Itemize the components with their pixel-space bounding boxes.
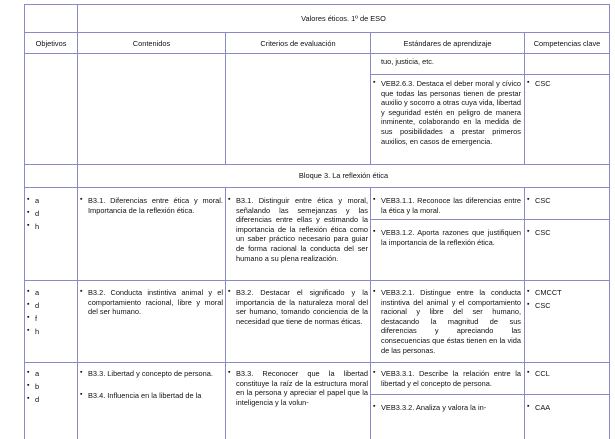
- bullet-icon: ▪: [373, 228, 376, 235]
- bullet-icon: ▪: [527, 79, 530, 86]
- objetivo: d: [35, 395, 40, 404]
- bullet-icon: ▪: [80, 369, 83, 376]
- bullet-icon: ▪: [228, 288, 231, 295]
- bullet-icon: ▪: [27, 327, 30, 334]
- objetivo: a: [35, 288, 40, 297]
- bullet-icon: ▪: [27, 209, 30, 216]
- objetivo: a: [35, 196, 40, 205]
- bullet-icon: ▪: [228, 196, 231, 203]
- bullet-icon: ▪: [27, 369, 30, 376]
- bullet-icon: ▪: [527, 196, 530, 203]
- table-title: Valores éticos. 1º de ESO: [301, 14, 386, 23]
- bullet-icon: ▪: [373, 369, 376, 376]
- bullet-icon: ▪: [527, 228, 530, 235]
- header-estandares: Estándares de aprendizaje: [403, 39, 492, 48]
- estandar-text: VEB3.1.1. Reconoce las diferencias entre la ética y la moral.: [381, 196, 521, 215]
- competencia-text: CSC: [535, 301, 551, 310]
- bullet-icon: ▪: [228, 369, 231, 376]
- bullet-icon: ▪: [527, 403, 530, 410]
- bullet-icon: ▪: [27, 196, 30, 203]
- bullet-icon: ▪: [27, 301, 30, 308]
- objetivo: b: [35, 382, 40, 391]
- bullet-icon: ▪: [373, 196, 376, 203]
- header-criterios: Criterios de evaluación: [260, 39, 336, 48]
- bullet-icon: ▪: [80, 288, 83, 295]
- bullet-icon: ▪: [27, 395, 30, 402]
- contenido-text: B3.4. Influencia en la libertad de la: [88, 391, 202, 400]
- criterio-text: B3.3. Reconocer que la libertad constituye la raíz de la estructura moral en la persona y apreciar el papel que la inteligencia y la volun-: [236, 369, 368, 407]
- bullet-icon: ▪: [27, 288, 30, 295]
- header-competencias: Competencias clave: [533, 39, 601, 48]
- objetivo: a: [35, 369, 40, 378]
- competencia-text: CCL: [535, 369, 550, 378]
- estandar-text: VEB2.6.3. Destaca el deber moral y cívico que todas las personas tienen de prestar auxilio y socorro a otras cuya vida, libertad y seguridad estén en peligro de manera inminente, colaborando en la medida de sus posibilidades a prestar primeros auxilios, en casos de emergencia.: [381, 79, 521, 146]
- contenido-text: B3.3. Libertad y concepto de persona.: [88, 369, 213, 378]
- bullet-icon: ▪: [80, 391, 83, 398]
- objetivo: h: [35, 222, 40, 231]
- estandar-text: VEB3.3.1. Describe la relación entre la libertad y el concepto de persona.: [381, 369, 521, 388]
- bullet-icon: ▪: [27, 222, 30, 229]
- block-title: Bloque 3. La reflexión ética: [298, 171, 389, 180]
- bullet-icon: ▪: [527, 369, 530, 376]
- objetivo: d: [35, 209, 40, 218]
- bullet-icon: ▪: [373, 288, 376, 295]
- criterio-text: B3.2. Destacar el significado y la importancia de la naturaleza moral del ser humano, tomando conciencia de la necesidad que tiene de normas éticas.: [236, 288, 368, 326]
- bullet-icon: ▪: [27, 382, 30, 389]
- bullet-icon: ▪: [27, 314, 30, 321]
- header-objetivos: Objetivos: [35, 39, 67, 48]
- header-contenidos: Contenidos: [132, 39, 171, 48]
- estandar-text: VEB3.3.2. Analiza y valora la in-: [381, 403, 487, 412]
- objetivo: d: [35, 301, 40, 310]
- estandar-text: VEB3.2.1. Distingue entre la conducta instintiva del animal y el comportamiento racional y libre del ser humano, destacando la magnitud de sus diferencias y apreciando las consecuencias que éstas tienen en la vida de las personas.: [381, 288, 521, 355]
- objetivo: f: [35, 314, 38, 323]
- competencia-text: CMCCT: [535, 288, 562, 297]
- competencia-text: CSC: [535, 228, 551, 237]
- contenido-text: B3.1. Diferencias entre ética y moral. Importancia de la reflexión ética.: [88, 196, 223, 215]
- estandar-text: VEB3.1.2. Aporta razones que justifiquen la importancia de la reflexión ética.: [381, 228, 521, 247]
- bullet-icon: ▪: [373, 79, 376, 86]
- competencia-text: CAA: [535, 403, 551, 412]
- bullet-icon: ▪: [527, 301, 530, 308]
- competencia-text: CSC: [535, 79, 551, 88]
- bullet-icon: ▪: [527, 288, 530, 295]
- estandar-continuation: tuo, justicia, etc.: [381, 57, 434, 66]
- criterio-text: B3.1. Distinguir entre ética y moral, señalando las semejanzas y las diferencias entre ellas y estimando la importancia de la reflexión ética como un saber práctico necesario para guiar de forma racional la conducta del ser humano a su plena realización.: [236, 196, 368, 263]
- bullet-icon: ▪: [80, 196, 83, 203]
- bullet-icon: ▪: [373, 403, 376, 410]
- competencia-text: CSC: [535, 196, 551, 205]
- objetivo: h: [35, 327, 40, 336]
- contenido-text: B3.2. Conducta instintiva animal y el comportamiento racional, libre y moral del ser humano.: [88, 288, 223, 317]
